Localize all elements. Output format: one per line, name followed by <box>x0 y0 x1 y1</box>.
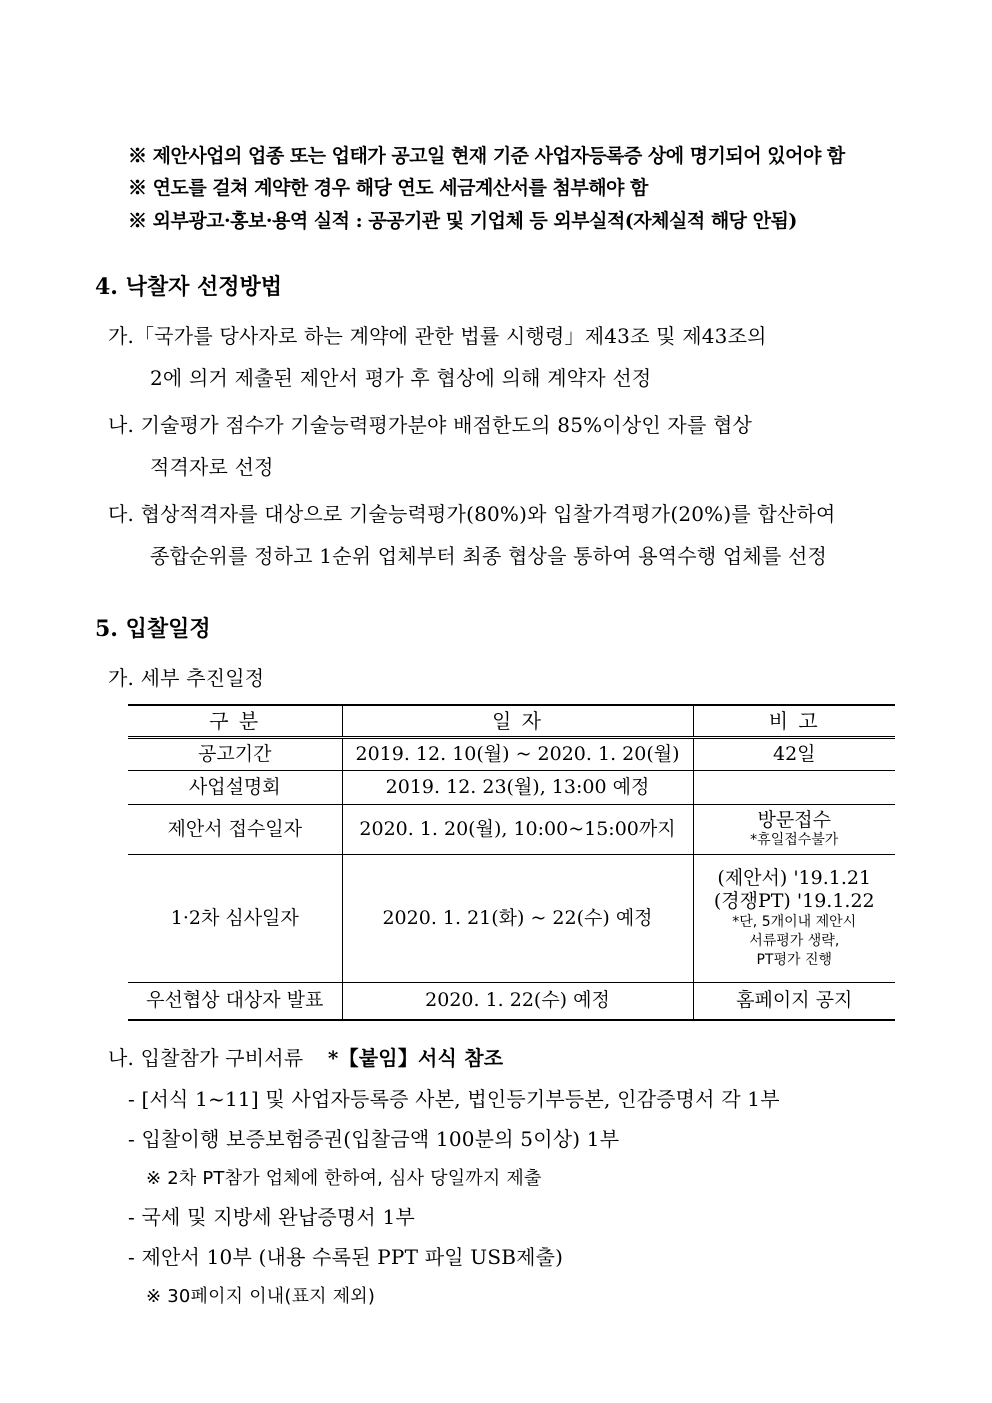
table-row <box>128 738 895 771</box>
sub-b-label: 나. 입찰참가 구비서류 <box>108 1046 304 1070</box>
remarks-note: 서류평가 생략, <box>749 932 840 949</box>
section-5-sub-a: 가. 세부 추진일정 <box>108 666 265 690</box>
table-row <box>128 771 895 805</box>
remarks-line: 방문접수 <box>757 808 831 831</box>
section-4-item-c-line1: 다. 협상적격자를 대상으로 기술능력평가(80%)와 입찰가격평가(20%)를 합산하여 <box>108 502 836 526</box>
row-category: 1·2차 심사일자 <box>128 855 342 983</box>
table-row <box>128 855 895 983</box>
header-remarks: 비 고 <box>693 705 895 738</box>
row-remarks <box>693 771 895 805</box>
row-date: 2020. 1. 22(수) 예정 <box>342 983 693 1020</box>
doc-note: ※ 2차 PT참가 업체에 한하여, 심사 당일까지 제출 <box>146 1168 542 1189</box>
section-4-title: 4. 낙찰자 선정방법 <box>95 274 283 300</box>
remarks-note: *단, 5개이내 제안시 <box>732 913 857 930</box>
doc-item: - [서식 1~11] 및 사업자등록증 사본, 법인등기부등본, 인감증명서 각 1부 <box>128 1087 780 1111</box>
row-date: 2019. 12. 23(월), 13:00 예정 <box>342 771 693 805</box>
remarks-line: (경쟁PT) '19.1.22 <box>713 890 875 913</box>
doc-item: - 제안서 10부 (내용 수록된 PPT 파일 USB제출) <box>128 1245 564 1269</box>
section-4-item-a-line1: 가.「국가를 당사자로 하는 계약에 관한 법률 시행령」제43조 및 제43조의 <box>108 324 767 348</box>
row-remarks <box>693 855 895 983</box>
doc-item: - 국세 및 지방세 완납증명서 1부 <box>128 1205 415 1229</box>
row-date: 2020. 1. 20(월), 10:00~15:00까지 <box>342 805 693 855</box>
section-4-item-c-line2: 종합순위를 정하고 1순위 업체부터 최종 협상을 통하여 용역수행 업체를 선정 <box>150 544 828 568</box>
header-date: 일 자 <box>342 705 693 738</box>
row-remarks: 홈페이지 공지 <box>693 983 895 1020</box>
row-date: 2019. 12. 10(월) ~ 2020. 1. 20(월) <box>342 738 693 771</box>
section-5-sub-b <box>108 1042 503 1071</box>
row-date: 2020. 1. 21(화) ~ 22(수) 예정 <box>342 855 693 983</box>
row-category: 우선협상 대상자 발표 <box>128 983 342 1020</box>
section-4-item-a-line2: 2에 의거 제출된 제안서 평가 후 협상에 의해 계약자 선정 <box>150 366 652 390</box>
header-category: 구 분 <box>128 705 342 738</box>
remarks-line: (제안서) '19.1.21 <box>717 867 872 890</box>
doc-note: ※ 30페이지 이내(표지 제외) <box>146 1286 376 1307</box>
row-category: 제안서 접수일자 <box>128 805 342 855</box>
row-remarks <box>693 805 895 855</box>
sub-b-reference: *【붙임】서식 참조 <box>327 1046 504 1070</box>
table-row <box>128 805 895 855</box>
section-4-item-b-line1: 나. 기술평가 점수가 기술능력평가분야 배점한도의 85%이상인 자를 협상 <box>108 413 753 437</box>
table-row <box>128 983 895 1020</box>
note-3: ※ 외부광고·홍보·용역 실적 : 공공기관 및 기업체 등 외부실적(자체실적 해당 안됨) <box>128 210 797 232</box>
row-category: 사업설명회 <box>128 771 342 805</box>
row-category: 공고기간 <box>128 738 342 771</box>
note-2: ※ 연도를 걸쳐 계약한 경우 해당 연도 세금계산서를 첨부해야 함 <box>128 177 648 199</box>
remarks-note: *휴일접수불가 <box>750 832 839 849</box>
remarks-note: PT평가 진행 <box>756 951 833 968</box>
doc-item: - 입찰이행 보증보험증권(입찰금액 100분의 5이상) 1부 <box>128 1127 620 1151</box>
row-remarks: 42일 <box>693 738 895 771</box>
note-1: ※ 제안사업의 업종 또는 업태가 공고일 현재 기준 사업자등록증 상에 명기되어 있어야 함 <box>128 145 845 167</box>
schedule-table <box>128 704 895 1021</box>
section-4-item-b-line2: 적격자로 선정 <box>150 455 274 479</box>
section-5-title: 5. 입찰일정 <box>95 616 211 642</box>
schedule-table-header <box>128 705 895 738</box>
